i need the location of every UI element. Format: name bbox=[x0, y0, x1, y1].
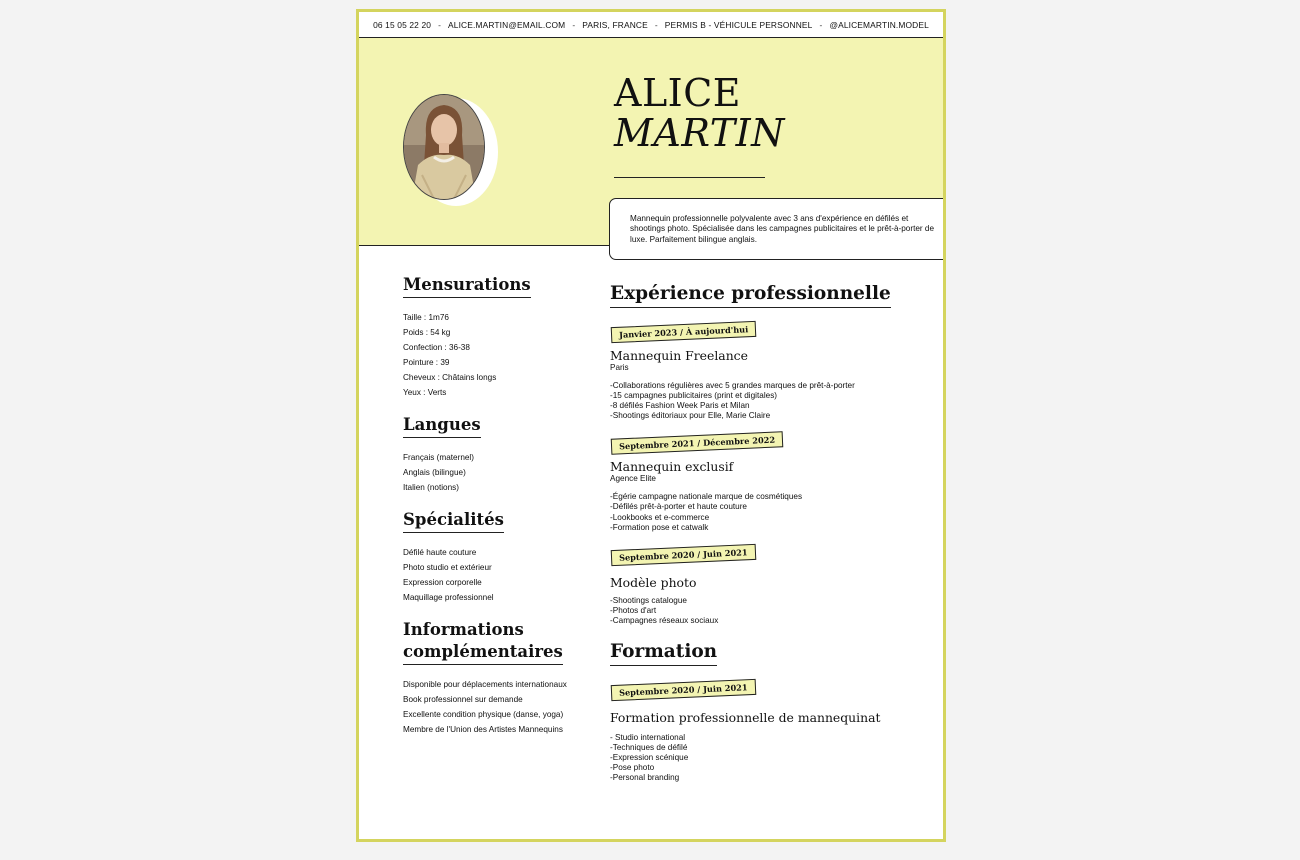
contact-location: PARIS, FRANCE bbox=[582, 19, 648, 30]
separator: - bbox=[654, 19, 658, 30]
education-degree: Formation professionnelle de mannequinat bbox=[610, 710, 881, 726]
measurement-item: Taille : 1m76 bbox=[403, 313, 449, 322]
job-bullet: -Photos d'art bbox=[610, 605, 657, 615]
job-title-entry: Mannequin exclusif bbox=[610, 459, 734, 475]
contact-social[interactable]: @ALICEMARTIN.MODEL bbox=[829, 19, 929, 30]
job-bullet: -15 campagnes publicitaires (print et digitales) bbox=[610, 391, 778, 401]
contact-license: PERMIS B - VÉHICULE PERSONNEL bbox=[664, 19, 813, 30]
job-entry bbox=[610, 545, 910, 626]
job-bullet: -Shootings catalogue bbox=[610, 595, 687, 605]
job-date: Septembre 2021 / Décembre 2022 bbox=[611, 432, 784, 455]
specialty-item: Photo studio et extérieur bbox=[403, 563, 492, 572]
language-item: Italien (notions) bbox=[403, 483, 459, 492]
job-bullet: -Collaborations régulières avec 5 grandes marques de prêt-à-porter bbox=[610, 381, 855, 390]
education-bullets bbox=[610, 733, 910, 783]
job-date: Septembre 2020 / Juin 2021 bbox=[611, 544, 756, 566]
language-item: Français (maternel) bbox=[403, 453, 474, 462]
job-place: Agence Elite bbox=[610, 474, 656, 484]
education-bullet: - Studio international bbox=[610, 733, 686, 743]
job-bullet: -Shootings éditoriaux pour Elle, Marie Claire bbox=[610, 411, 771, 421]
specialty-item: Défilé haute couture bbox=[403, 548, 477, 557]
extra-info-heading-line1: Informations bbox=[403, 620, 524, 639]
education-bullet: -Personal branding bbox=[610, 773, 680, 783]
measurement-item: Confection : 36-38 bbox=[403, 343, 470, 352]
job-bullet: -Égérie campagne nationale marque de cosmétiques bbox=[610, 492, 803, 502]
left-column bbox=[403, 274, 583, 751]
language-item: Anglais (bilingue) bbox=[403, 468, 466, 477]
education-entry bbox=[610, 680, 910, 783]
extra-info-item: Excellente condition physique (danse, yoga) bbox=[403, 710, 564, 719]
job-place: Paris bbox=[610, 363, 629, 372]
measurement-item: Poids : 54 kg bbox=[403, 328, 451, 337]
education-bullet: -Techniques de défilé bbox=[610, 743, 688, 753]
specialty-item: Maquillage professionnel bbox=[403, 593, 494, 602]
extra-info-item: Membre de l'Union des Artistes Mannequins bbox=[403, 725, 563, 734]
education-bullet: -Expression scénique bbox=[610, 753, 689, 763]
portrait-photo bbox=[403, 94, 485, 200]
profile-summary: Mannequin professionnelle polyvalente avec 3 ans d'expérience en défilés et shootings photo. Spécialisée dans les campagnes publicitaires et le prêt-à-porter de luxe. Parfaitement bilingue anglais. bbox=[609, 198, 946, 260]
job-bullets bbox=[610, 492, 910, 532]
extra-info-item: Disponible pour déplacements internationaux bbox=[403, 680, 567, 689]
measurements-section bbox=[403, 274, 583, 400]
specialty-item: Expression corporelle bbox=[403, 578, 482, 587]
experience-heading: Expérience professionnelle bbox=[610, 282, 891, 308]
resume-page bbox=[356, 9, 946, 842]
contact-phone[interactable]: 06 15 05 22 20 bbox=[373, 19, 432, 30]
measurement-item: Pointure : 39 bbox=[403, 358, 450, 367]
education-heading: Formation bbox=[610, 640, 717, 666]
job-entry bbox=[610, 433, 910, 532]
job-title-entry: Mannequin Freelance bbox=[610, 348, 748, 363]
education-bullet: -Pose photo bbox=[610, 763, 655, 773]
contact-email[interactable]: ALICE.MARTIN@EMAIL.COM bbox=[448, 19, 566, 30]
extra-info-heading-line2: complémentaires bbox=[403, 642, 563, 661]
measurements-heading: Mensurations bbox=[403, 274, 531, 298]
job-bullet: -8 défilés Fashion Week Paris et Milan bbox=[610, 401, 750, 411]
full-name bbox=[614, 73, 785, 153]
education-date: Septembre 2020 / Juin 2021 bbox=[611, 679, 756, 701]
extra-info-section bbox=[403, 619, 583, 737]
job-bullet: -Formation pose et catwalk bbox=[610, 522, 709, 532]
job-bullets bbox=[610, 596, 910, 626]
separator: - bbox=[438, 19, 442, 30]
job-bullet: -Défilés prêt-à-porter et haute couture bbox=[610, 502, 747, 512]
measurement-item: Cheveux : Châtains longs bbox=[403, 373, 497, 382]
portrait-illustration bbox=[404, 95, 484, 199]
specialties-section bbox=[403, 509, 583, 605]
job-bullet: -Lookbooks et e-commerce bbox=[610, 512, 710, 522]
separator: - bbox=[572, 19, 576, 30]
job-bullets bbox=[610, 381, 910, 421]
extra-info-item: Book professionnel sur demande bbox=[403, 695, 523, 704]
job-entry bbox=[610, 322, 910, 421]
job-bullet: -Campagnes réseaux sociaux bbox=[610, 615, 719, 625]
separator: - bbox=[819, 19, 823, 30]
first-name: ALICE bbox=[614, 71, 742, 115]
specialties-heading: Spécialités bbox=[403, 509, 504, 533]
languages-section bbox=[403, 414, 583, 495]
right-column bbox=[610, 282, 910, 784]
languages-heading: Langues bbox=[403, 414, 481, 438]
contact-bar bbox=[359, 12, 943, 38]
extra-info-heading bbox=[403, 619, 563, 665]
last-name: MARTIN bbox=[614, 111, 785, 155]
measurement-item: Yeux : Verts bbox=[403, 388, 447, 397]
job-date: Janvier 2023 / À aujourd'hui bbox=[611, 321, 757, 343]
name-underline bbox=[614, 177, 765, 178]
job-title-entry: Modèle photo bbox=[610, 574, 697, 590]
